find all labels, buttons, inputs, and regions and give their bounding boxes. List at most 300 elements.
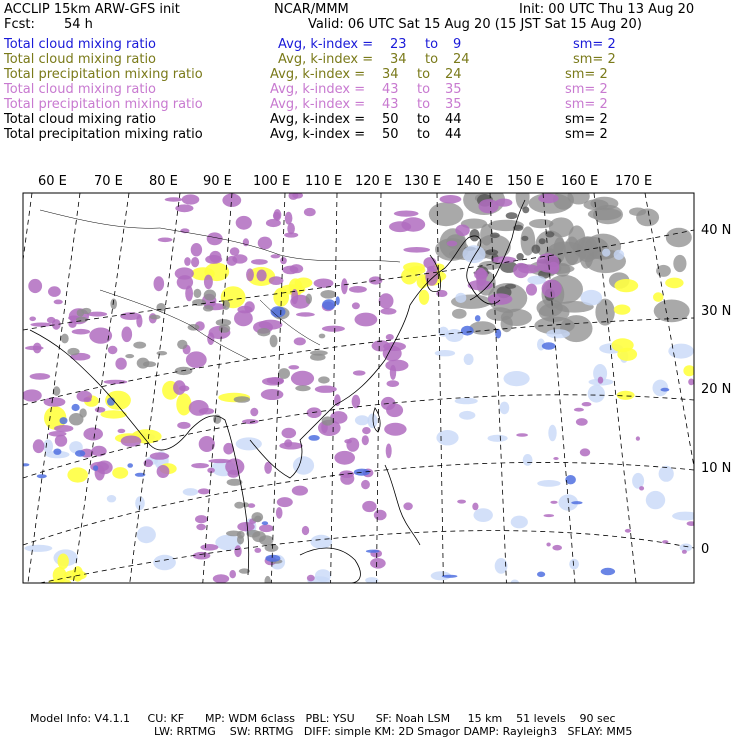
cirrus-lightblue-blob (546, 329, 570, 338)
init-time: Init: 00 UTC Thu 13 Aug 20 (519, 2, 695, 17)
cloud-purple-blob (277, 497, 293, 507)
cloud-purple-blob (191, 243, 202, 256)
cloud-gray-blob (61, 334, 69, 344)
cloud-purple-blob (374, 510, 387, 521)
cloud-purple-blob (108, 346, 118, 354)
precip-yellow-blob (617, 391, 635, 400)
cloud-purple-blob (204, 275, 213, 290)
legend-k-to: 24 (453, 52, 470, 67)
lat-label: 40 N (701, 223, 732, 238)
cirrus-lightblue-blob (537, 480, 560, 487)
cloud-purple-blob (386, 404, 403, 418)
legend-avg: Avg, k-index = (270, 82, 366, 97)
precip-yellow-blob (683, 365, 695, 376)
legend-avg: Avg, k-index = (270, 67, 366, 82)
cloud-purple-blob (54, 300, 63, 305)
lon-label: 70 E (94, 174, 123, 189)
cloud-purple-blob (54, 425, 73, 432)
cloud-gray-blob (529, 219, 553, 228)
cloud-purple-blob (474, 269, 488, 279)
cloud-purple-blob (83, 428, 103, 441)
cirrus-lightblue-blob (672, 512, 699, 521)
cloud-purple-blob (228, 470, 240, 478)
cloud-gray-blob (318, 376, 330, 383)
precip-yellow-blob (614, 305, 631, 315)
cirrus-lightblue-blob (500, 402, 510, 415)
cloud-purple-blob (362, 435, 369, 445)
cloud-gray-blob (259, 535, 273, 545)
legend-k-from: 50 (382, 112, 399, 127)
cirrus-lightblue-blob (459, 411, 475, 420)
cloud-purple-blob (598, 377, 603, 384)
cloud-purple-blob (261, 389, 284, 400)
legend-to: to (425, 37, 439, 52)
cloud-purple-blob (403, 502, 412, 510)
legend-avg: Avg, k-index = (270, 127, 366, 142)
cloud-blue-blob (93, 465, 98, 471)
lon-label: 100 E (253, 174, 291, 189)
cloud-dark-blob (522, 207, 529, 214)
cloud-purple-blob (636, 436, 640, 440)
cloud-purple-blob (236, 216, 252, 230)
cloud-purple-blob (91, 446, 106, 457)
cloud-purple-blob (688, 379, 694, 386)
legend-avg: Avg, k-index = (270, 112, 366, 127)
cloud-gray-blob (470, 321, 496, 335)
legend-field: Total cloud mixing ratio (4, 112, 157, 127)
cloud-gray-blob (254, 516, 261, 523)
cloud-gray-blob (156, 303, 165, 312)
cloud-purple-blob (362, 427, 371, 434)
legend-field: Total precipitation mixing ratio (4, 67, 203, 82)
cloud-gray-blob (265, 576, 271, 587)
fcst-label: Fcst: (4, 17, 35, 32)
cloud-blue-blob (37, 474, 47, 478)
legend-sm: sm= 2 (565, 97, 608, 112)
cloud-purple-blob (193, 552, 210, 560)
cirrus-lightblue-blob (107, 495, 116, 502)
legend-k-from: 43 (382, 82, 399, 97)
legend-k-to: 24 (445, 67, 462, 82)
cloud-purple-blob (362, 501, 376, 512)
cirrus-lightblue-blob (137, 526, 156, 543)
legend-to: to (417, 112, 431, 127)
cloud-purple-blob (334, 451, 355, 465)
cloud-purple-blob (258, 237, 272, 250)
cloud-purple-blob (516, 433, 528, 437)
cirrus-lightblue-blob (527, 276, 545, 285)
cloud-purple-blob (213, 574, 229, 583)
cloud-purple-blob (175, 267, 194, 279)
cirrus-lightblue-blob (355, 415, 369, 425)
cloud-purple-blob (209, 251, 221, 263)
cloud-gray-blob (157, 351, 168, 355)
cloud-purple-blob (447, 241, 458, 247)
cloud-purple-blob (526, 284, 537, 296)
cloud-gray-blob (320, 290, 336, 299)
cloud-purple-blob (544, 514, 555, 517)
cloud-dark-blob (485, 249, 498, 255)
cirrus-lightblue-blob (368, 414, 378, 429)
cloud-purple-blob (250, 408, 258, 417)
cloud-gray-blob (319, 334, 326, 339)
cloud-blue-blob (601, 568, 615, 575)
cloud-gray-blob (133, 342, 146, 349)
cloud-blue-blob (107, 397, 115, 405)
cloud-purple-blob (639, 486, 644, 490)
cloud-purple-blob (259, 525, 274, 533)
cloud-purple-blob (72, 329, 90, 335)
cloud-purple-blob (90, 462, 109, 472)
cloud-purple-blob (44, 397, 66, 407)
legend-field: Total precipitation mixing ratio (4, 127, 203, 142)
cloud-purple-blob (625, 529, 631, 533)
cloud-purple-blob (198, 488, 210, 494)
cloud-purple-blob (207, 332, 214, 345)
cirrus-lightblue-blob (602, 249, 610, 257)
cloud-purple-blob (257, 270, 267, 282)
cloud-purple-blob (191, 257, 199, 267)
cirrus-lightblue-blob (310, 535, 332, 549)
cloud-purple-blob (180, 228, 189, 233)
cirrus-lightblue-blob (25, 545, 53, 552)
cloud-gray-blob (452, 309, 467, 319)
legend-k-from: 34 (390, 52, 407, 67)
lon-label: 150 E (507, 174, 545, 189)
cloud-purple-blob (251, 259, 268, 265)
cloud-blue-blob (475, 315, 481, 321)
precip-yellow-blob (612, 338, 634, 352)
cloud-purple-blob (386, 444, 392, 459)
cloud-purple-blob (280, 257, 287, 264)
cloud-blue-blob (265, 555, 280, 562)
cloud-purple-blob (687, 521, 697, 526)
valid-time: Valid: 06 UTC Sat 15 Aug 20 (15 JST Sat 15 Aug 20) (308, 17, 642, 32)
cirrus-lightblue-blob (464, 354, 474, 365)
lat-label: 10 N (701, 461, 732, 476)
cloud-blue-blob (461, 326, 474, 336)
cirrus-lightblue-blob (503, 371, 529, 386)
cloud-purple-blob (296, 312, 315, 316)
cloud-purple-blob (84, 397, 92, 402)
cirrus-lightblue-blob (435, 350, 455, 356)
legend-k-to: 35 (445, 82, 462, 97)
cloud-purple-blob (282, 266, 298, 275)
cloud-blue-blob (322, 299, 336, 310)
cloud-purple-blob (440, 195, 462, 203)
cloud-gray-blob (501, 309, 532, 326)
precip-yellow-blob (419, 290, 429, 305)
cirrus-lightblue-blob (455, 293, 466, 303)
cloud-gray-blob (67, 348, 79, 355)
cloud-gray-blob (247, 530, 261, 538)
cloud-gray-blob (204, 290, 216, 301)
cloud-purple-blob (33, 343, 42, 354)
precip-yellow-blob (67, 467, 88, 482)
cloud-purple-blob (150, 452, 169, 459)
cloud-purple-blob (282, 428, 297, 439)
legend-field: Total cloud mixing ratio (4, 37, 157, 52)
legend-to: to (425, 52, 439, 67)
cirrus-lightblue-blob (488, 435, 508, 442)
cloud-purple-blob (195, 515, 208, 523)
lat-label: 20 N (701, 382, 732, 397)
lon-labels (38, 174, 652, 189)
cloud-purple-blob (191, 463, 209, 468)
cloud-purple-blob (292, 486, 308, 496)
cloud-purple-blob (186, 351, 207, 368)
cloud-gray-blob (53, 386, 60, 396)
cloud-purple-blob (379, 293, 394, 308)
cloud-blue-blob (75, 450, 85, 457)
cloud-purple-blob (230, 247, 240, 256)
cloud-purple-blob (177, 422, 190, 429)
lon-label: 80 E (149, 174, 178, 189)
cloud-purple-blob (304, 208, 316, 216)
cloud-purple-blob (383, 342, 406, 351)
cirrus-lightblue-blob (523, 454, 533, 466)
cloud-purple-blob (574, 408, 584, 412)
cloud-purple-blob (403, 247, 430, 253)
legend-avg: Avg, k-index = (278, 52, 374, 67)
cloud-gray-blob (150, 315, 161, 320)
lon-label: 110 E (305, 174, 343, 189)
precip-yellow-blob (665, 278, 683, 289)
cirrus-lightblue-blob (315, 569, 331, 582)
cloud-blue-blob (354, 469, 370, 476)
cirrus-lightblue-blob (548, 425, 556, 442)
cirrus-lightblue-blob (436, 430, 458, 445)
cirrus-lightblue-blob (455, 398, 478, 405)
cloud-purple-blob (302, 526, 309, 535)
legend-k-to: 35 (445, 97, 462, 112)
cirrus-lightblue-blob (569, 559, 579, 570)
cloud-purple-blob (349, 286, 367, 293)
legend-k-from: 43 (382, 97, 399, 112)
fcst-value: 54 h (64, 17, 93, 32)
cloud-blue-blob (336, 296, 340, 305)
legend-k-from: 23 (390, 37, 407, 52)
cloud-purple-blob (455, 225, 469, 237)
legend-k-to: 9 (453, 37, 462, 52)
cloud-gray-blob (560, 315, 592, 342)
cirrus-lightblue-blob (463, 245, 486, 263)
cloud-purple-blob (582, 402, 592, 406)
cirrus-lightblue-blob (236, 437, 262, 450)
legend-to: to (417, 127, 431, 142)
cirrus-lightblue-blob (153, 555, 176, 570)
cirrus-lightblue-blob (183, 488, 199, 496)
cloud-purple-blob (344, 439, 352, 443)
precip-yellow-blob (112, 467, 128, 479)
cloud-purple-blob (553, 457, 558, 460)
cloud-purple-blob (227, 256, 238, 266)
lon-label: 140 E (456, 174, 494, 189)
cloud-blue-blob (442, 575, 458, 578)
cloud-purple-blob (196, 524, 206, 530)
cloud-purple-blob (576, 418, 588, 426)
precip-yellow-blob (58, 554, 69, 570)
cloud-dark-blob (545, 231, 554, 237)
cloud-gray-blob (81, 308, 91, 314)
cloud-purple-blob (173, 380, 186, 395)
cloud-gray-blob (270, 335, 278, 348)
cloud-gray-blob (278, 368, 290, 379)
lat-label: 30 N (701, 304, 732, 319)
cloud-gray-blob (216, 319, 231, 326)
lat-labels (701, 223, 731, 557)
cloud-purple-blob (355, 313, 378, 327)
cloud-blue-blob (262, 521, 268, 525)
cloud-dark-blob (505, 284, 516, 289)
model-info-line1: Model Info: V4.1.1 CU: KF MP: WDM 6class PBL: YSU SF: Noah LSM 15 km 51 levels 90 sec (30, 712, 616, 725)
cirrus-lightblue-blob (445, 329, 463, 342)
org-label: NCAR/MMM (274, 2, 349, 17)
cloud-purple-blob (361, 480, 370, 489)
cloud-purple-blob (401, 217, 425, 231)
legend-avg: Avg, k-index = (278, 37, 374, 52)
cloud-gray-blob (194, 289, 202, 298)
precip-yellow-blob (176, 393, 191, 415)
legend-k-from: 34 (382, 67, 399, 82)
cloud-purple-blob (47, 317, 56, 323)
cloud-blue-blob (53, 449, 61, 455)
cloud-dark-blob (532, 245, 541, 254)
cloud-purple-blob (49, 431, 67, 437)
legend-sm: sm= 2 (573, 37, 616, 52)
cloud-purple-blob (285, 212, 293, 225)
cloud-blue-blob (60, 417, 68, 424)
legend-sm: sm= 2 (565, 67, 608, 82)
cloud-purple-blob (48, 286, 61, 297)
cloud-blue-blob (72, 404, 80, 411)
cloud-gray-blob (234, 396, 250, 403)
cloud-blue-blob (127, 463, 133, 468)
legend-field: Total cloud mixing ratio (4, 52, 157, 67)
cloud-dark-blob (516, 253, 523, 260)
legend-to: to (417, 97, 431, 112)
cloud-purple-blob (28, 279, 42, 293)
cloud-purple-blob (269, 276, 284, 285)
cirrus-lightblue-blob (581, 290, 603, 306)
cloud-purple-blob (288, 365, 299, 369)
lon-label: 60 E (38, 174, 67, 189)
cloud-gray-blob (125, 354, 134, 358)
cloud-blue-blob (537, 572, 545, 578)
cloud-purple-blob (115, 358, 126, 370)
precip-yellow-blob (653, 292, 663, 302)
cloud-purple-blob (682, 550, 687, 554)
cloud-purple-blob (552, 545, 562, 551)
cloud-gray-blob (243, 502, 249, 507)
cloud-purple-blob (30, 323, 52, 327)
cloud-purple-blob (284, 232, 298, 237)
cloud-purple-blob (352, 302, 360, 309)
cloud-purple-blob (199, 436, 215, 452)
cloud-purple-blob (165, 197, 183, 201)
cloud-purple-blob (580, 448, 590, 456)
cloud-purple-blob (276, 507, 283, 519)
cloud-gray-blob (257, 328, 270, 336)
cloud-gray-blob (636, 209, 659, 227)
cloud-purple-blob (390, 365, 396, 380)
cloud-gray-blob (306, 294, 312, 304)
lon-label: 120 E (355, 174, 393, 189)
cloud-purple-blob (200, 544, 218, 551)
cloud-gray-blob (588, 208, 622, 220)
cloud-purple-blob (387, 380, 400, 387)
cloud-purple-blob (68, 320, 76, 328)
cloud-purple-blob (538, 194, 558, 204)
cloud-purple-blob (246, 268, 254, 281)
cloud-purple-blob (273, 212, 280, 220)
cloud-purple-blob (550, 501, 557, 504)
cloud-purple-blob (121, 436, 142, 447)
legend-sm: sm= 2 (573, 52, 616, 67)
cloud-blue-blob (366, 550, 380, 553)
legend-to: to (417, 67, 431, 82)
cloud-purple-blob (307, 575, 315, 582)
cloud-purple-blob (29, 317, 36, 322)
cloud-gray-blob (322, 416, 334, 425)
cloud-purple-blob (322, 326, 345, 332)
cirrus-lightblue-blob (588, 385, 605, 403)
cloud-purple-blob (154, 276, 165, 291)
cloud-dark-blob (470, 229, 480, 241)
cloud-purple-blob (22, 389, 42, 401)
cloud-gray-blob (177, 340, 187, 349)
cloud-purple-blob (184, 257, 191, 266)
cloud-gray-blob (310, 354, 326, 361)
cloud-purple-blob (95, 407, 106, 413)
model-title: ACCLIP 15km ARW-GFS init (4, 2, 180, 17)
cloud-purple-blob (30, 373, 51, 380)
cloud-purple-blob (229, 570, 236, 578)
cirrus-lightblue-blob (614, 250, 625, 260)
cloud-purple-blob (234, 545, 241, 557)
cloud-purple-blob (353, 370, 366, 375)
lon-label: 90 E (203, 174, 232, 189)
cloud-gray-blob (143, 361, 156, 367)
lon-label: 160 E (561, 174, 599, 189)
legend-k-to: 44 (445, 127, 462, 142)
cloud-purple-blob (386, 334, 394, 340)
map-plot (21, 184, 700, 620)
cloud-purple-blob (339, 470, 354, 478)
cloud-blue-blob (308, 435, 319, 441)
cloud-purple-blob (479, 199, 499, 213)
cloud-blue-blob (542, 342, 556, 349)
cloud-purple-blob (384, 423, 406, 436)
cloud-purple-blob (546, 543, 550, 547)
cloud-purple-blob (158, 238, 173, 243)
cloud-dark-blob (521, 236, 528, 241)
cloud-gray-blob (203, 305, 214, 311)
cloud-purple-blob (334, 394, 341, 406)
cloud-purple-blob (488, 293, 513, 304)
cloud-gray-blob (69, 413, 84, 425)
cloud-purple-blob (182, 194, 200, 204)
legend-k-to: 44 (445, 112, 462, 127)
cloud-blue-blob (571, 501, 582, 504)
cirrus-lightblue-blob (646, 491, 665, 509)
cloud-purple-blob (380, 308, 396, 315)
cloud-gray-blob (237, 531, 245, 539)
legend-field: Total precipitation mixing ratio (4, 97, 203, 112)
cirrus-lightblue-blob (511, 516, 528, 529)
lat-label: 0 (701, 542, 710, 557)
cloud-purple-blob (294, 337, 306, 345)
